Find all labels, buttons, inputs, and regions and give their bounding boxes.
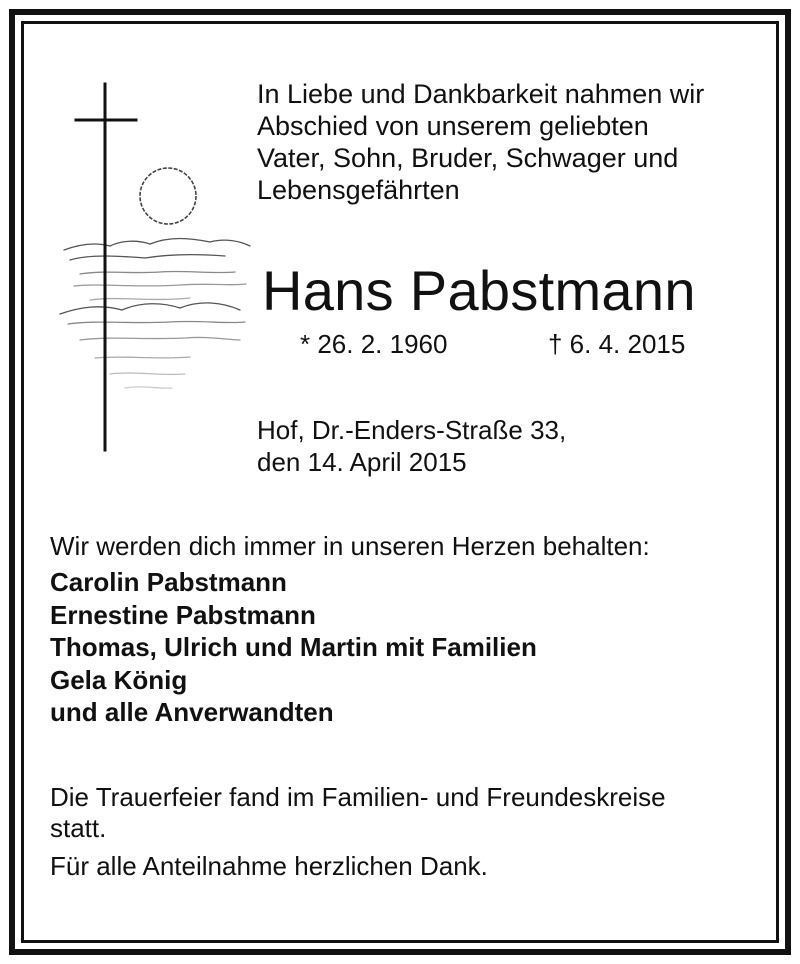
mourner-name: und alle Anverwandten (50, 697, 334, 727)
mourner-name: Carolin Pabstmann (50, 567, 287, 597)
cross-icon (76, 84, 136, 450)
date-line: den 14. April 2015 (257, 447, 467, 477)
death-date: † 6. 4. 2015 (548, 329, 686, 359)
funeral-note (50, 782, 770, 844)
mourners-intro: Wir werden dich immer in unseren Herzen behalten: (50, 531, 650, 561)
mourner-name: Thomas, Ulrich und Martin mit Familien (50, 632, 537, 662)
address-block (257, 414, 566, 478)
mourner-name: Gela König (50, 664, 188, 695)
intro-line: Lebensgefährten (257, 175, 460, 205)
address-line: Hof, Dr.-Enders-Straße 33, (257, 415, 567, 445)
mourner-name: Ernestine Pabstmann (50, 599, 316, 630)
funeral-line: Die Trauerfeier fand im Familien- und Freundeskreise (50, 782, 666, 812)
landscape-sketch (60, 239, 250, 389)
funeral-line: statt. (50, 813, 107, 843)
intro-line: Abschied von unserem geliebten (257, 111, 649, 141)
intro-line: In Liebe und Dankbarkeit nahmen wir (257, 79, 705, 109)
birth-date: * 26. 2. 1960 (300, 329, 448, 359)
cross-with-sun-landscape-icon (50, 78, 270, 458)
deceased-name: Hans Pabstmann (262, 259, 696, 322)
intro-line: Vater, Sohn, Bruder, Schwager und (257, 143, 679, 173)
sun-icon (140, 168, 196, 224)
thanks-note: Für alle Anteilnahme herzlichen Dank. (50, 851, 488, 881)
intro-text (257, 78, 777, 206)
mourners-list (50, 566, 537, 729)
